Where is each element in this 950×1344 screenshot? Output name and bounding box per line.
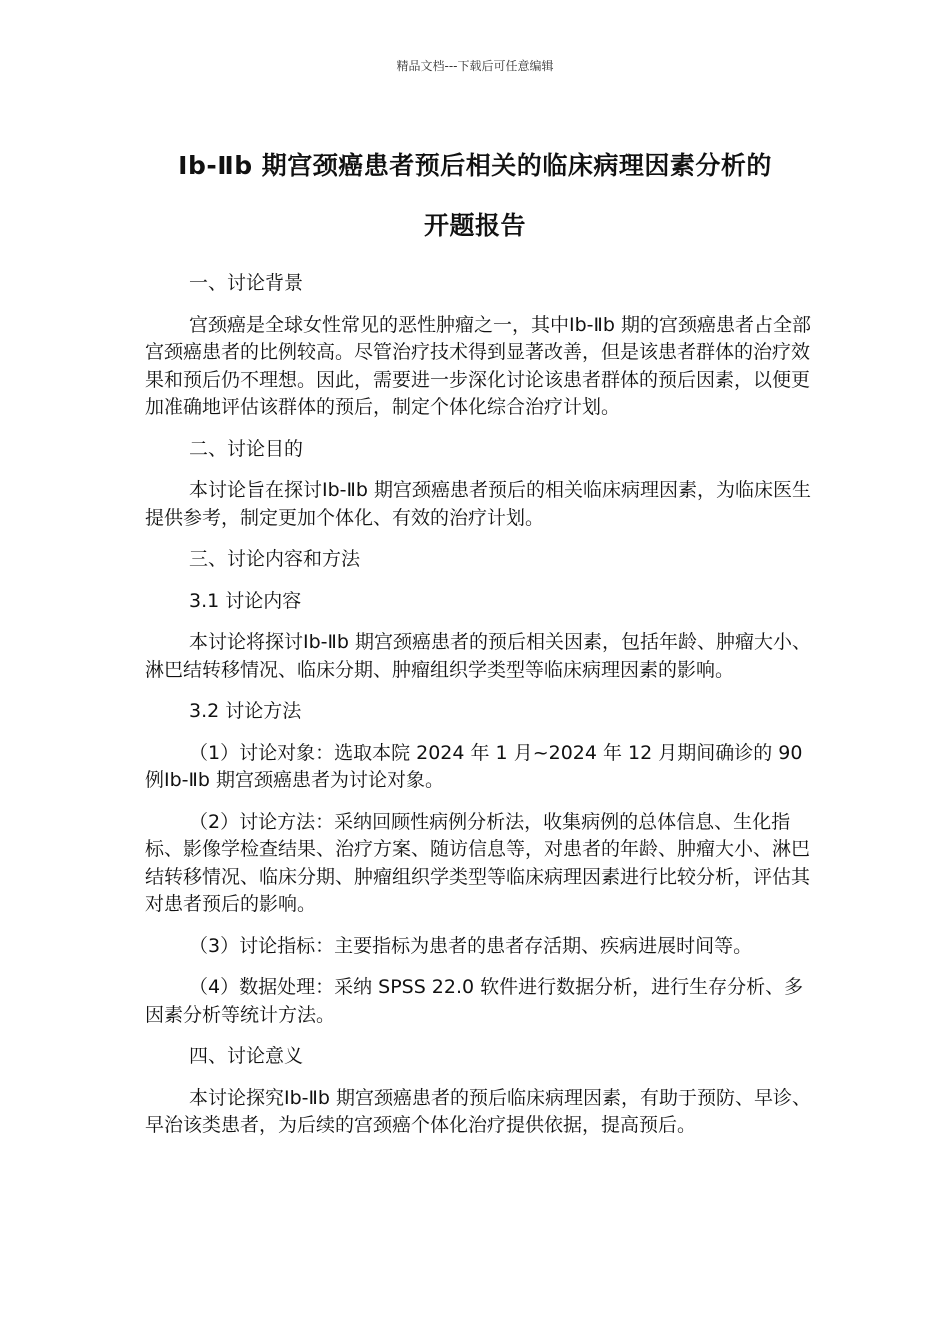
subsection-heading-methods: 3.2 讨论方法 bbox=[189, 700, 302, 722]
paragraph-content: 本讨论将探讨Ⅰb-Ⅱb 期宫颈癌患者的预后相关因素，包括年龄、肿瘤大小、淋巴结转移情况、临床分期、肿瘤组织学类型等临床病理因素的影响。 bbox=[145, 631, 811, 681]
paragraph-purpose: 本讨论旨在探讨Ⅰb-Ⅱb 期宫颈癌患者预后的相关临床病理因素，为临床医生提供参考，制定更加个体化、有效的治疗计划。 bbox=[145, 479, 811, 529]
section-heading-background: 一、讨论背景 bbox=[189, 272, 304, 294]
title-line-2: 开题报告 bbox=[423, 211, 526, 240]
paragraph-method-approach: （2）讨论方法：采纳回顾性病例分析法，收集病例的总体信息、生化指标、影像学检查结果、治疗方案、随访信息等，对患者的年龄、肿瘤大小、淋巴结转移情况、临床分期、肿瘤组织学类型等临床病理因素进行比较分析，评估其对患者预后的影响。 bbox=[145, 810, 811, 915]
paragraph-background: 宫颈癌是全球女性常见的恶性肿瘤之一，其中Ⅰb-Ⅱb 期的宫颈癌患者占全部宫颈癌患者的比例较高。尽管治疗技术得到显著改善，但是该患者群体的治疗效果和预后仍不理想。因此，需要进一步深化讨论该患者群体的预后因素，以便更加准确地评估该群体的预后，制定个体化综合治疗计划。 bbox=[145, 313, 811, 418]
paragraph-method-data-processing: （4）数据处理：采纳 SPSS 22.0 软件进行数据分析，进行生存分析、多因素分析等统计方法。 bbox=[145, 976, 804, 1026]
paragraph-method-indicators: （3）讨论指标：主要指标为患者的患者存活期、疾病进展时间等。 bbox=[189, 934, 753, 957]
page-header: 精品文档---下载后可任意编辑 bbox=[396, 59, 554, 73]
section-heading-content-methods: 三、讨论内容和方法 bbox=[189, 548, 361, 570]
subsection-heading-content: 3.1 讨论内容 bbox=[189, 589, 302, 612]
document-title bbox=[110, 136, 840, 256]
section-heading-purpose: 二、讨论目的 bbox=[189, 437, 304, 460]
paragraph-significance: 本讨论探究Ⅰb-Ⅱb 期宫颈癌患者的预后临床病理因素，有助于预防、早诊、早治该类患者，为后续的宫颈癌个体化治疗提供依据，提高预后。 bbox=[145, 1086, 811, 1136]
section-heading-significance: 四、讨论意义 bbox=[189, 1045, 304, 1067]
paragraph-method-subjects: （1）讨论对象：选取本院 2024 年 1 月~2024 年 12 月期间确诊的 90 例Ⅰb-Ⅱb 期宫颈癌患者为讨论对象。 bbox=[145, 741, 803, 791]
document-body bbox=[145, 270, 813, 1154]
title-line-1: Ⅰb-Ⅱb 期宫颈癌患者预后相关的临床病理因素分析的 bbox=[178, 151, 772, 180]
